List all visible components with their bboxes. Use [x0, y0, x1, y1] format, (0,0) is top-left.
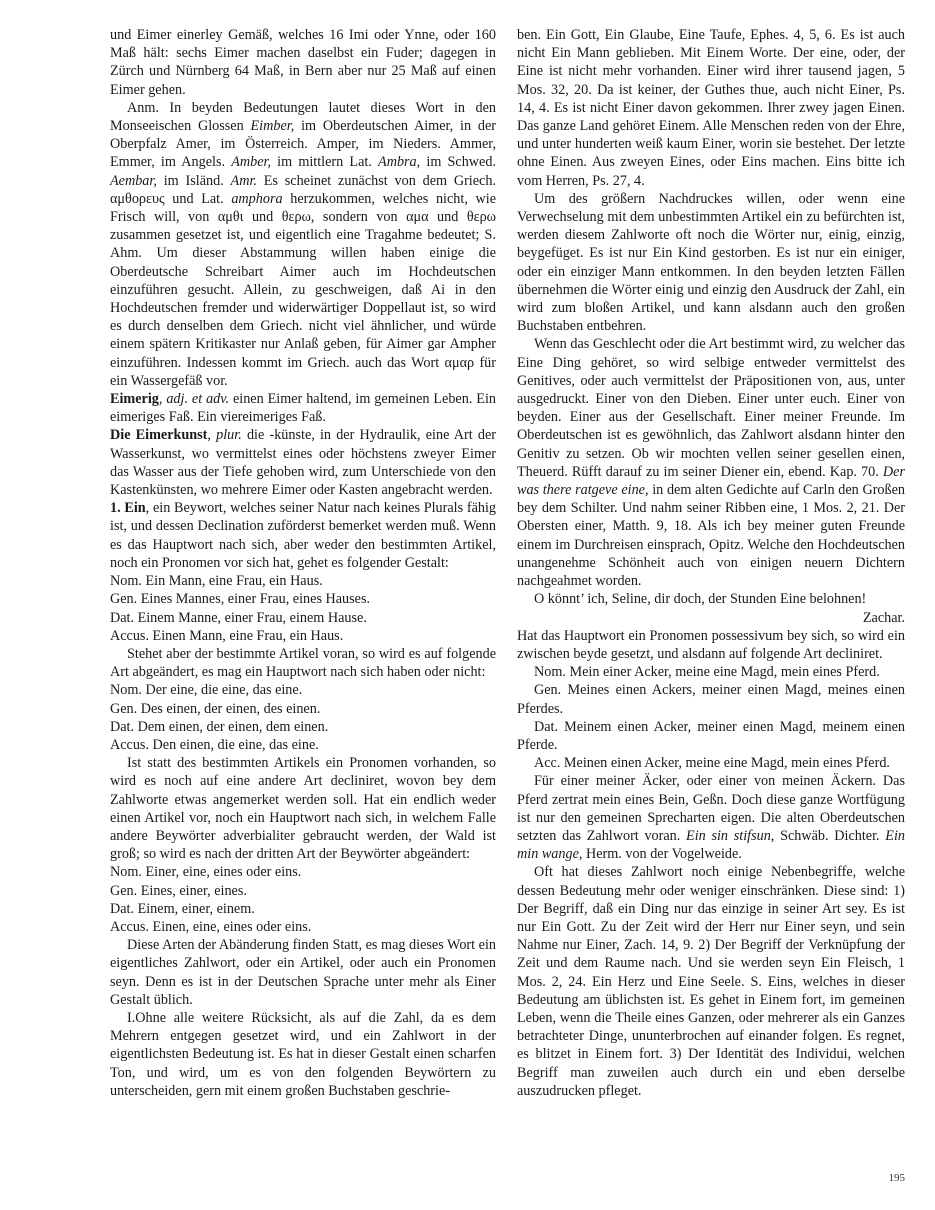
text-run: Nom. Mein einer Acker, meine eine Magd, mein eines Pferd. — [534, 664, 880, 681]
text-run: Oft hat dieses Zahlwort noch einige Nebenbegriffe, welche dessen Bedeutung mehr oder weniger einschränken. Diese sind: 1) Der Begriff, daß ein Ding nur das einzige in seiner Art sey. Es ist nur Ein Gott. Zu der Zeit wird der Herr nur Einer seyn, und sein Nahme nur Einer, Zach. 14, 9. 2) Der Begriff der Verknüpfung der Zeit und dem Raume nach. Und sie werden seyn Ein Fleisch, 1 Mos. 2, 24. Ein Herz und Eine Seele. S. Eins, welches in dieser Bedeutung am üblichsten ist. Es gehet in Einem fort, im gemeinen Leben, wenn die Theile eines Ganzen, oder mehrerer als ein Ganzes betrachteter Dinge, ununterbrochen auf einander folgen. Es regnet, es blitzet in Einem fort. 3) Der Identität des Individui, welchen Begriff man zuweilen auch durch ein und eben derselbe auszudrucken pfleget. — [517, 864, 905, 1099]
text-run: Anm. In beyden Bedeutungen lautet dieses Wort in den Monseeischen Glossen — [110, 99, 496, 135]
text-run: Nom. Ein Mann, eine Frau, ein Haus. — [110, 573, 323, 590]
paragraph — [517, 772, 905, 863]
italic-text: Amr. — [230, 172, 257, 189]
text-run: Hat das Hauptwort ein Pronomen possessivum bey sich, so wird ein zwischen beyde gesetzt, und alsdann auf folgende Art decliniret. — [517, 627, 905, 662]
paragraph — [110, 754, 496, 863]
italic-text: Ein min wange, — [517, 827, 905, 863]
paragraph — [517, 627, 905, 663]
paragraph — [517, 718, 905, 754]
text-run: Dat. Meinem einen Acker, meiner einen Magd, meinem einen Pferde. — [517, 718, 905, 753]
text-run: Es scheinet zunächst von dem Griech. αμθορευς und Lat. — [110, 172, 496, 207]
paragraph — [110, 882, 496, 900]
paragraph — [110, 26, 496, 99]
text-run: Dat. Dem einen, der einen, dem einen. — [110, 718, 329, 735]
paragraph — [517, 663, 905, 681]
paragraph — [517, 590, 905, 608]
text-run: herzukommen, welches nicht, wie Frisch will, von αμθι und θερω, sondern von αμα und θερω zusammen gesetzet ist, und eigentlich eine Tragahme bedeutet; S. Ahm. Um dieser Abstammung willen haben einige die Oberdeutsche Schreibart Aimer auch im Hochdeutschen einzuführen gesucht. Allein, zu geschweigen, daß Ai in den Hochdeutschen fremder und widerwärtiger Doppellaut ist, so wird es durch denselben dem Griech. nicht viel ähnlicher, und würde einem spätern Kritikaster nur Anlaß geben, für Aimer gar Ampher einzuführen. Indessen kommt im Griech. auch das Wort αμαρ für ein Wassergefäß vor. — [110, 190, 497, 389]
text-run: Dat. Einem Manne, einer Frau, einem Hause. — [110, 609, 367, 626]
italic-text: Aembar, — [110, 172, 157, 189]
text-run: Herm. von der Vogelweide. — [582, 846, 742, 863]
text-run: Nom. Einer, eine, eines oder eins. — [110, 864, 302, 881]
italic-text: amphora — [231, 190, 283, 207]
text-run: , — [207, 427, 217, 444]
paragraph — [110, 99, 496, 390]
text-run: Dat. Einem, einer, einem. — [110, 900, 255, 917]
italic-text: Eimber, — [250, 118, 295, 135]
italic-text: Amber, — [231, 154, 271, 171]
headword: Eimerig — [110, 391, 159, 408]
paragraph — [110, 426, 496, 499]
paragraph — [110, 700, 496, 718]
text-run: im Oberdeutschen Aimer, in der Oberpfalz Amer, im Österreich. Amper, im Nieders. Ammer, Emmer, im Angels. — [110, 118, 496, 171]
text-run: im Schwed. — [420, 154, 496, 171]
paragraph — [110, 627, 496, 645]
text-run: Accus. Einen, eine, eines oder eins. — [110, 918, 312, 935]
paragraph — [110, 1009, 496, 1100]
text-run: Gen. Des einen, der einen, des einen. — [110, 700, 321, 717]
page-number: 195 — [888, 1172, 905, 1184]
italic-text: plur. — [216, 427, 242, 444]
text-run: Diese Arten der Abänderung finden Statt, es mag dieses Wort ein eigentliches Zahlwort, oder ein Artikel, oder auch ein Pronomen seyn. Denn es ist in der Deutschen Sprache unter mehr als Einer Gestalt üblich. — [110, 937, 496, 1008]
paragraph — [110, 390, 496, 426]
paragraph — [110, 900, 496, 918]
text-run: Gen. Eines, einer, eines. — [110, 882, 247, 899]
text-run: in dem alten Gedichte auf Carln den Großen bey dem Schilter. Und nahm seiner Ribben eine, 1 Mos. 2, 21. Der Obersten einer, Matth. 9, 18. Als ich bey meiner guten Freunde einem im Durchreisen einsprach, Opitz. Welche den Hochdeutschen unangenehme Schönheit auch von einigen neuern Dichtern nachgeahmet worden. — [517, 482, 905, 590]
italic-text: Der was there ratgeve eine, — [517, 463, 905, 499]
left-column — [110, 26, 496, 1100]
text-run: im Isländ. — [156, 172, 231, 189]
paragraph — [110, 718, 496, 736]
paragraph — [110, 645, 496, 681]
text-run: Für einer meiner Äcker, oder einer von meinen Äckern. Das Pferd zertrat mein eines Bein, Geßn. Doch diese ganze Wortfügung ist nur den gemeinen Sprecharten eigen. Die alten Oberdeutschen setzten das Zahlwort voran. — [517, 773, 905, 844]
italic-text: Ambra, — [378, 154, 421, 171]
text-run: Nom. Der eine, die eine, das eine. — [110, 682, 303, 699]
italic-text: Ein sin stifsun, — [686, 827, 775, 844]
text-run: die -künste, in der Hydraulik, eine Art der Wasserkunst, wo vermittelst eines oder höchstens zweyer Eimer das Wasser aus der Tiefe gehoben wird, zum Unterschiede von den Kastenkünsten, wo mehrere Eimer oder Kasten angebracht werden. — [110, 427, 496, 499]
text-run: Ist statt des bestimmten Artikels ein Pronomen vorhanden, so wird es noch auf eine andere Art decliniret, wovon bey dem Zahlworte etwas angemerket werden soll. Hat ein endlich weder einen Artikel vor, noch ein Hauptwort nach sich, in welchem Falle andere Beywörter adverbialiter gebraucht werden, der Wald ist groß; so wird es nach der dritten Art der Beywörter abgeändert: — [110, 755, 496, 863]
text-run: , ein Beywort, welches seiner Natur nach keines Plurals fähig ist, und dessen Declination zuförderst bemerket werden muß. Wenn es das Hauptwort nach sich, aber weder den bestimmten Artikel, noch ein Pronomen vor sich hat, gehet es folgender Gestalt: — [110, 500, 496, 571]
paragraph — [110, 590, 496, 608]
text-run: O könnt’ ich, Seline, dir doch, der Stunden Eine belohnen! — [534, 591, 867, 608]
text-run: ben. Ein Gott, Ein Glaube, Eine Taufe, Ephes. 4, 5, 6. Es ist auch nicht Ein Mann geblieben. Mit Einem Worte. Der eine, oder, der Eine ist nicht mehr vorhanden. Einer wird ihrer tausend jagen, 5 Mos. 32, 20. Da ist keiner, der Guthes thue, auch nicht Einer, Ps. 14, 4. Es ist nicht Einer davon gekommen. Ihrer zwey jagen Einen. Das ganze Land gehöret Einem. Alle Menschen reden von der Ehre, und unter hunderten weiß kaum Einer, worin sie bestehet. Der letzte ohne Einen. Aus zweyen Eines, oder Eins machen. Eins bitte ich vom Herren, Ps. 27, 4. — [517, 27, 905, 189]
right-column — [517, 26, 905, 1100]
headword: Die Eimerkunst — [110, 427, 208, 444]
text-run: Gen. Eines Mannes, einer Frau, eines Hauses. — [110, 591, 371, 608]
text-run: Accus. Einen Mann, eine Frau, ein Haus. — [110, 627, 344, 644]
paragraph — [517, 754, 905, 772]
italic-text: adj. et adv. — [166, 391, 230, 408]
text-run: Stehet aber der bestimmte Artikel voran, so wird es auf folgende Art abgeändert, es mag ein Hauptwort nach sich haben oder nicht: — [110, 645, 496, 681]
paragraph — [110, 572, 496, 590]
paragraph — [517, 190, 905, 336]
text-run: Accus. Den einen, die eine, das eine. — [110, 736, 319, 753]
text-run: I.Ohne alle weitere Rücksicht, als auf die Zahl, da es dem Mehrern entgegen gesetzet wird, und ein Zahlwort in der eigentlichsten Bedeutung ist. Es hat in dieser Gestalt einen scharfen Ton, und wird, um es von den folgenden Beywörtern zu unterscheiden, gern mit einem großen Buchstaben geschrie- — [110, 1009, 496, 1099]
paragraph — [110, 499, 496, 572]
text-run: Gen. Meines einen Ackers, meiner einen Magd, meines einen Pferdes. — [517, 682, 905, 717]
text-run: Schwäb. Dichter. — [774, 827, 886, 844]
text-run: im mittlern Lat. — [271, 154, 379, 171]
headword: 1. Ein — [110, 500, 146, 517]
paragraph — [110, 736, 496, 754]
paragraph — [517, 681, 905, 717]
paragraph — [110, 936, 496, 1009]
text-run: Um des größern Nachdruckes willen, oder wenn eine Verwechselung mit dem unbestimmten Artikel ein zu befürchten ist, werden diesem Zahlworte oft noch die Wörter nur, einig, einzig, beygefüget. Es ist nur Ein Kind gestorben. Es ist nur ein einiger, oder ein einziger Mann entkommen. In den beyden letzten Fällen übernehmen die Wörter einig und einzig den Ausdruck der Zahl, ein wird zum bloßen Artikel, und kann alsdann auch den großen Buchstaben entbehren. — [517, 190, 905, 335]
paragraph — [110, 918, 496, 936]
paragraph — [517, 609, 905, 627]
paragraph — [517, 26, 905, 190]
paragraph — [110, 681, 496, 699]
text-run: einen Eimer haltend, im gemeinen Leben. Ein eimeriges Faß. Ein viereimeriges Faß. — [110, 391, 496, 426]
text-run: Wenn das Geschlecht oder die Art bestimmt wird, zu welcher das Eine Ding gehöret, so wird selbige entweder vermittelst des Genitives, oder auch vermittelst der Präpositionen von, aus, unter ausgedruckt. Einer von den Dieben. Einer unter euch. Einer von beyden. Einer aus der Gesellschaft. Einer meiner Freunde. Im Oberdeutschen ist es gewöhnlich, das Zahlwort alsdann hinter den Genitiv zu setzen. Ob wir mochten vellen seiner gesellen einen, Theuerd. Rüfft darauf zu im seiner Diener ein, ebend. Kap. 70. — [517, 336, 905, 480]
paragraph — [517, 335, 905, 590]
text-run: Zachar. — [862, 609, 905, 626]
paragraph — [517, 863, 905, 1100]
text-run: Acc. Meinen einen Acker, meine eine Magd, mein eines Pferd. — [534, 755, 890, 772]
text-run: , — [158, 391, 167, 408]
paragraph — [110, 863, 496, 881]
paragraph — [110, 609, 496, 627]
text-run: und Eimer einerley Gemäß, welches 16 Imi oder Ynne, oder 160 Maß hält: sechs Eimer machen daselbst ein Fuder; dagegen in Zürch und Nürnberg 64 Maß, in Bern aber nur 25 Maß auf einen Eimer gehen. — [110, 27, 496, 98]
